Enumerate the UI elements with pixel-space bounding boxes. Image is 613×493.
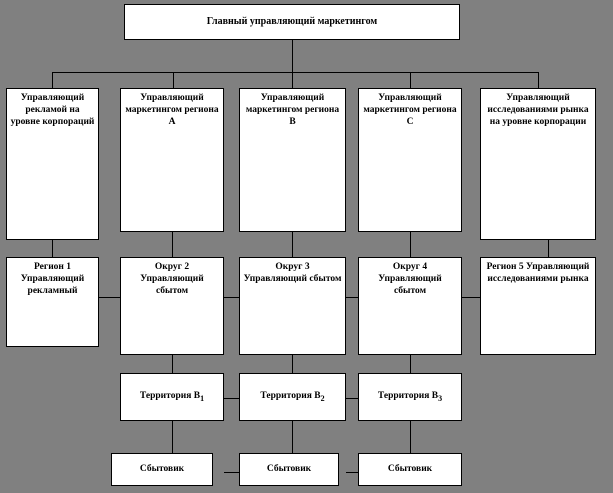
- connector-l1-1-to-l2-1: [52, 240, 53, 257]
- node-chief-marketing-manager: [124, 4, 460, 40]
- connector-l4-link-2-3: [346, 472, 358, 473]
- connector-l1-2-to-l2-2: [172, 232, 173, 257]
- node-salesperson-1: [111, 453, 213, 486]
- connector-l3-link-2-3: [346, 398, 358, 399]
- node-label: Территория $В_2$: [260, 390, 325, 403]
- node-district-2-sales-manager: [120, 257, 224, 355]
- connector-l1-4-to-l2-4: [410, 232, 411, 257]
- connector-drop-l1-4: [410, 72, 411, 88]
- node-label: Сбытовик: [266, 463, 312, 474]
- node-label: Территория $В_1$: [139, 390, 205, 403]
- node-label-subscript: 2: [320, 393, 325, 403]
- connector-l2-3-to-l3-2: [292, 355, 293, 373]
- node-label: Округ 4 Управляющий сбытом: [378, 262, 442, 296]
- node-label: Регион 1 Управляющий рекламный: [20, 262, 85, 296]
- connector-l1-5-to-l2-5: [548, 240, 549, 257]
- connector-drop-l1-2: [173, 72, 174, 88]
- node-corporate-market-research-manager: [480, 88, 596, 240]
- node-salesperson-2: [239, 453, 339, 486]
- connector-drop-l1-3: [292, 72, 293, 88]
- node-territory-b3: [358, 373, 462, 421]
- connector-drop-l1-5: [538, 72, 539, 88]
- connector-l2-link-1-2: [99, 297, 120, 298]
- node-label: Округ 2 Управляющий сбытом: [140, 262, 204, 296]
- node-region-b-marketing-manager: [239, 88, 346, 232]
- node-label: Регион 5 Управляющий исследованиями рынка: [486, 262, 590, 284]
- node-label: Территория $В_3$: [377, 390, 443, 403]
- connector-l1-3-to-l2-3: [292, 232, 293, 257]
- node-district-4-sales-manager: [358, 257, 462, 355]
- connector-l3-link-1-2: [224, 398, 239, 399]
- connector-l4-link-1-2: [224, 472, 239, 473]
- node-label: Главный управляющий маркетингом: [206, 15, 378, 27]
- connector-bus-level1: [52, 72, 538, 73]
- node-label-subscript: 1: [200, 393, 205, 403]
- connector-l3-3-to-l4-3: [410, 421, 411, 453]
- node-label: Управляющий рекламой на уровне корпораций: [10, 93, 95, 127]
- node-region-5-market-research-manager: [480, 257, 596, 355]
- connector-l2-link-4-5: [462, 297, 480, 298]
- node-region-c-marketing-manager: [358, 88, 462, 232]
- connector-l3-2-to-l4-2: [292, 421, 293, 453]
- connector-title-down: [292, 40, 293, 72]
- connector-l2-link-3-4: [346, 297, 358, 298]
- node-region-a-marketing-manager: [120, 88, 224, 232]
- node-label: Управляющий маркетингом региона А: [125, 93, 219, 127]
- node-salesperson-3: [358, 453, 462, 486]
- node-label: Сбытовик: [387, 463, 433, 474]
- connector-l2-link-2-3: [224, 297, 239, 298]
- node-territory-b1: [120, 373, 224, 421]
- connector-l3-1-to-l4-1: [172, 421, 173, 453]
- connector-l2-2-to-l3-1: [172, 355, 173, 373]
- node-label: Сбытовик: [139, 463, 185, 474]
- node-label: Управляющий исследованиями рынка на уровне корпорации: [487, 93, 589, 127]
- node-territory-b2: [239, 373, 346, 421]
- connector-drop-l1-1: [52, 72, 53, 88]
- connector-l2-4-to-l3-3: [410, 355, 411, 373]
- node-region-1-advertising-manager: [6, 257, 99, 347]
- node-label: Управляющий маркетингом региона В: [245, 93, 340, 127]
- node-label-subscript: 3: [438, 393, 443, 403]
- node-district-3-sales-manager: [239, 257, 346, 355]
- node-label: Управляющий маркетингом региона С: [363, 93, 457, 127]
- node-label: Округ 3 Управляющий сбытом: [243, 262, 342, 284]
- node-corporate-advertising-manager: [6, 88, 99, 240]
